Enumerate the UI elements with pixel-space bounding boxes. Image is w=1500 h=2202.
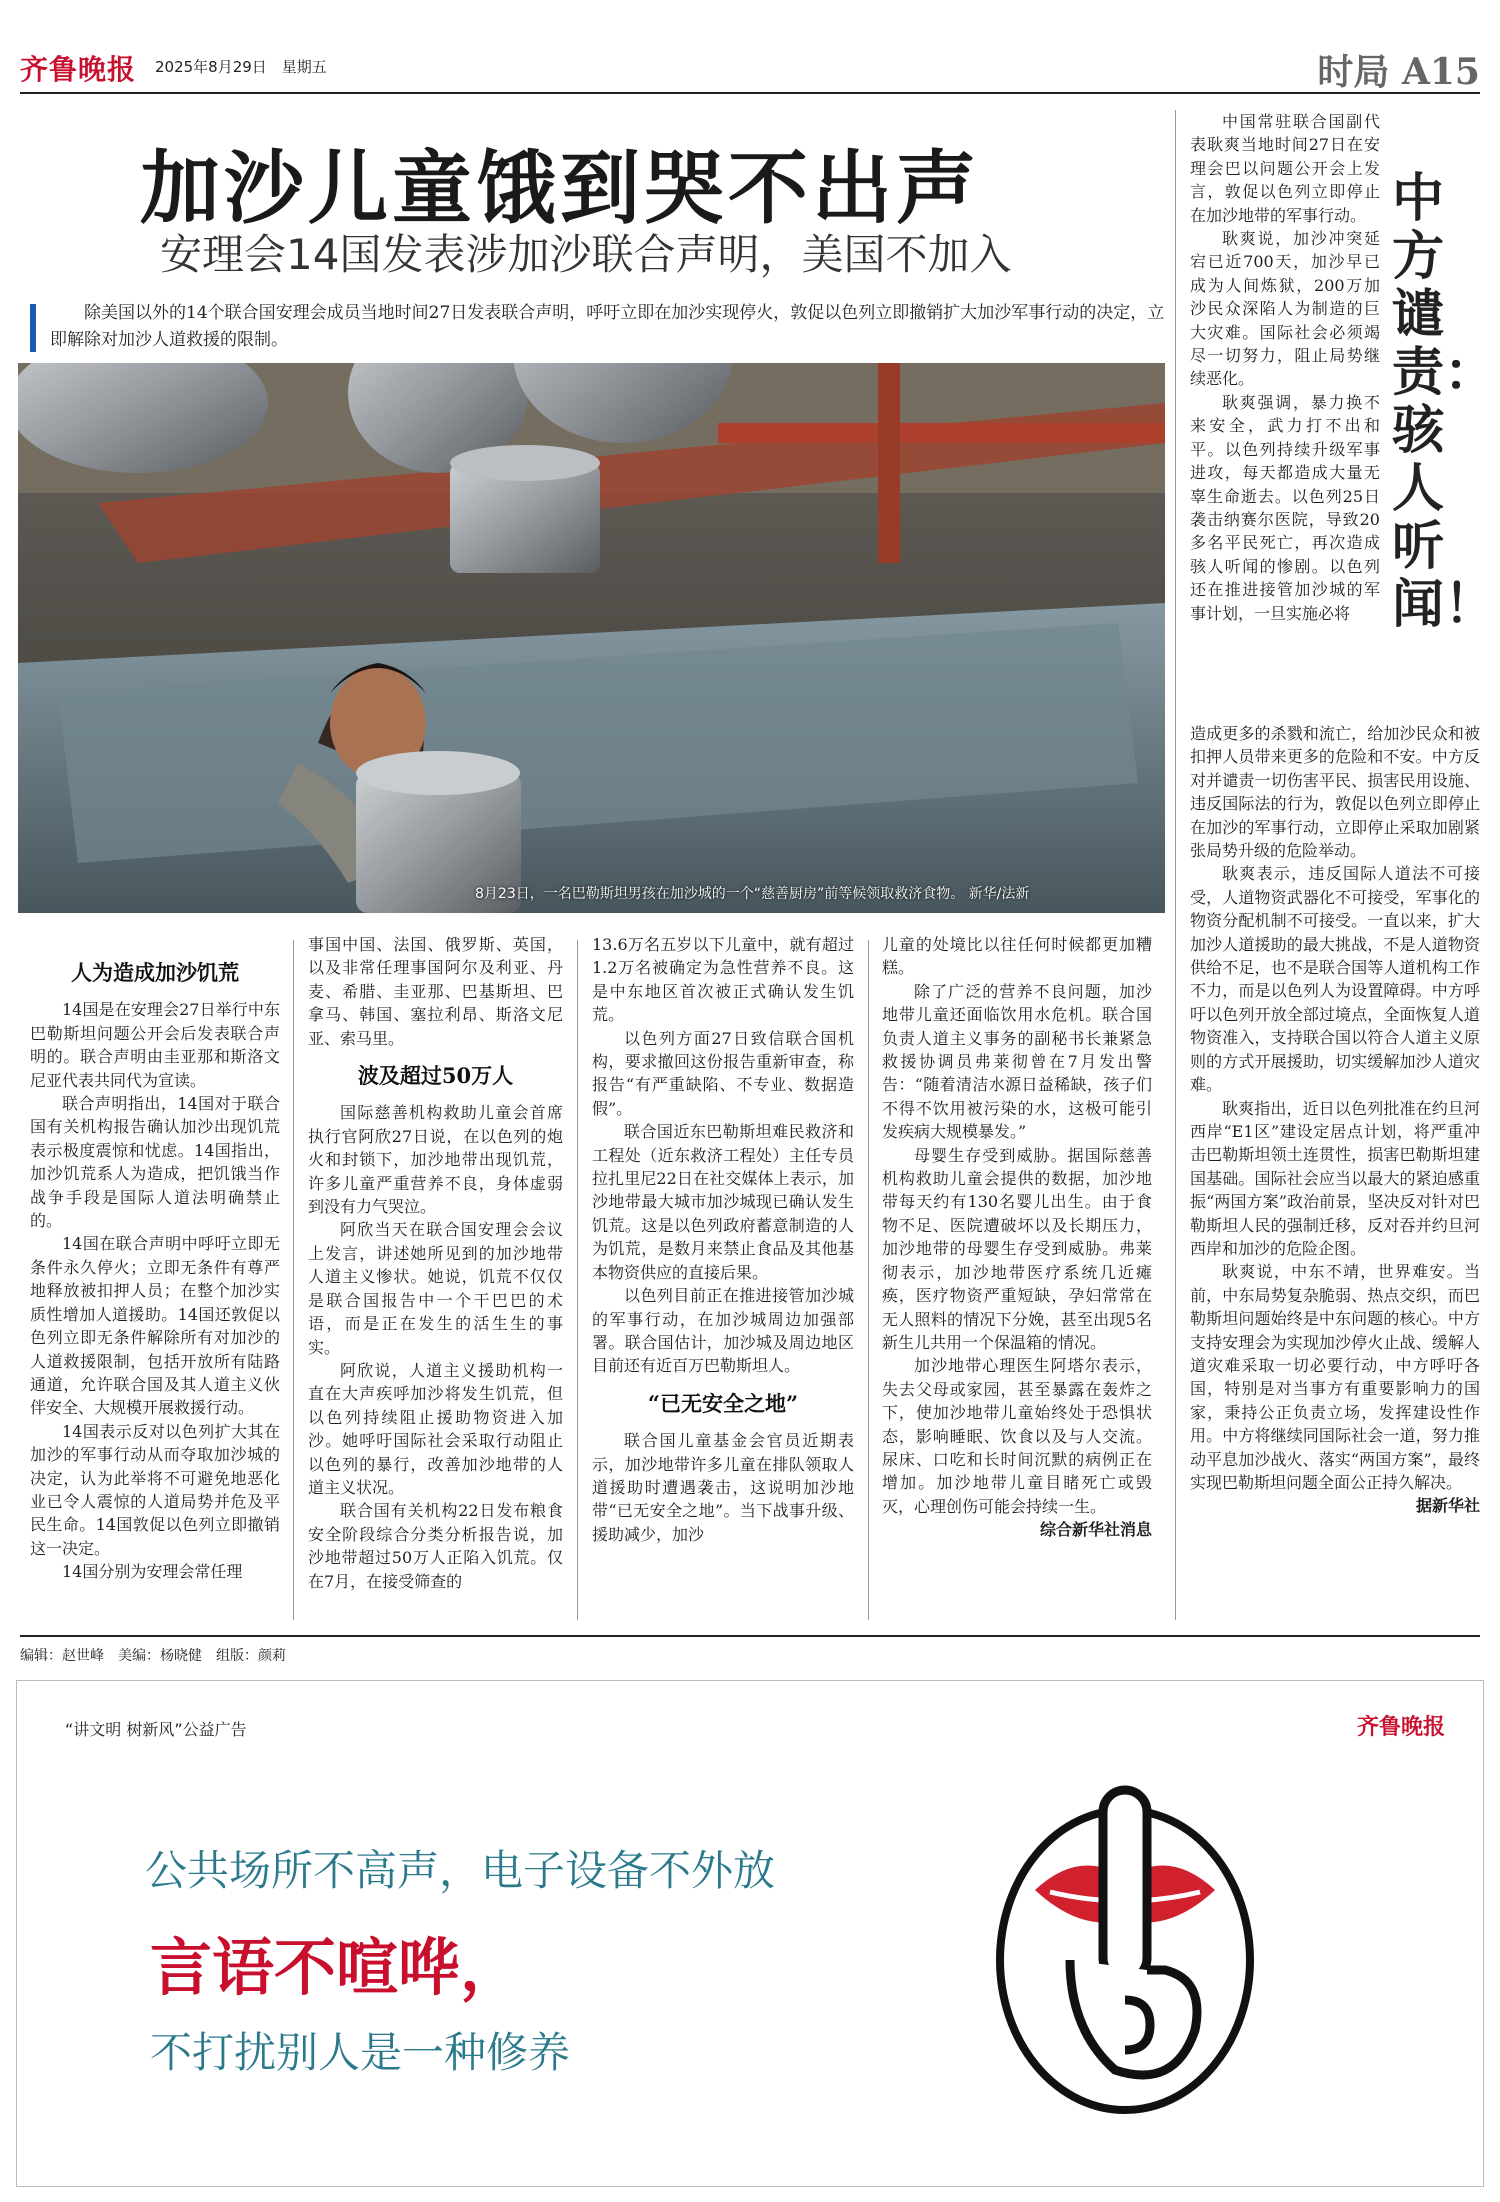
paragraph: 联合声明指出，14国对于联合国有关机构报告确认加沙出现饥荒表示极度震惊和忧虑。14国指出，加沙饥荒系人为造成，把饥饿当作战争手段是国际人道法明确禁止的。 bbox=[30, 1094, 280, 1231]
issue-date: 2025年8月29日 星期五 bbox=[155, 58, 327, 76]
article-column-2 bbox=[308, 933, 563, 1593]
photo-illustration bbox=[18, 363, 1165, 913]
lead-accent-bar bbox=[30, 304, 36, 352]
paragraph: 加沙地带心理医生阿塔尔表示，失去父母或家园，甚至暴露在轰炸之下，使加沙地带儿童始终处于恐惧状态，影响睡眠、饮食以及与人交流。尿床、口吃和长时间沉默的病例正在增加。加沙地带儿童目睹死亡或毁灭，心理创伤可能会持续一生。 bbox=[882, 1356, 1152, 1516]
article-source: 据新华社 bbox=[1415, 1496, 1480, 1516]
paragraph: 耿爽说，中东不靖，世界难安。当前，中东局势复杂脆弱、热点交织，而巴勒斯坦问题始终是中东问题的核心。中方支持安理会为实现加沙停火止战、缓解人道灾难采取一切必要行动，中方呼吁各国，特别是对当事方有重要影响力的国家，秉持公正负责立场，发挥建设性作用。中方将继续同国际社会一道，努力推动平息加沙战火、落实“两国方案”，最终实现巴勒斯坦问题全面公正持久解决。 bbox=[1190, 1262, 1480, 1492]
paragraph: 母婴生存受到威胁。据国际慈善机构救助儿童会提供的数据，加沙地带每天约有130名婴儿出生。由于食物不足、医院遭破坏以及长期压力，加沙地带的母婴生存受到威胁。弗莱彻表示，加沙地带医疗系统几近瘫痪，医疗物资严重短缺，孕妇常常在无人照料的情况下分娩，甚至出现5名新生儿共用一个保温箱的情况。 bbox=[882, 1145, 1152, 1352]
paragraph: 事国中国、法国、俄罗斯、英国，以及非常任理事国阿尔及利亚、丹麦、希腊、圭亚那、巴基斯坦、巴拿马、韩国、塞拉利昂、斯洛文尼亚、索马里。 bbox=[308, 935, 563, 1048]
section-page-label: 时局 A15 bbox=[1317, 51, 1480, 93]
side-headline: 中方谴责：骇人听闻！ bbox=[1392, 168, 1497, 635]
newspaper-logo: 齐鲁晚报 bbox=[20, 53, 137, 86]
paragraph: 耿爽强调，暴力换不来安全，武力打不出和平。以色列持续升级军事进攻，每天都造成大量无辜生命逝去。以色列25日袭击纳赛尔医院，导致20多名平民死亡，再次造成骇人听闻的惨剧。以色列还在推进接管加沙城的军事计划，一旦实施必将 bbox=[1190, 392, 1380, 623]
paragraph: 联合国近东巴勒斯坦难民救济和工程处（近东救济工程处）主任专员拉扎里尼22日在社交媒体上表示，加沙地带最大城市加沙城现已确认发生饥荒。这是以色列政府蓄意制造的人为饥荒，是数月来禁止食品及其他基本物资供应的直接后果。 bbox=[592, 1122, 854, 1282]
main-subhead: 安理会14国发表涉加沙联合声明，美国不加入 bbox=[160, 230, 1012, 279]
paragraph: 耿爽表示，违反国际人道法不可接受，人道物资武器化不可接受，军事化的物资分配机制不可接受。一直以来，扩大加沙人道援助的最大挑战，不是人道物资供给不足，也不是联合国等人道机构工作不力，而是以色列人为设置障碍。中方呼吁以色列开放全部过境点，全面恢复人道物资准入，支持联合国以符合人道主义原则的方式开展援助，切实缓解加沙人道灾难。 bbox=[1190, 864, 1480, 1095]
article-column-3 bbox=[592, 933, 854, 1546]
paragraph: 中国常驻联合国副代表耿爽当地时间27日在安理会巴以问题公开会上发言，敦促以色列立即停止在加沙地带的军事行动。 bbox=[1190, 112, 1380, 225]
paragraph: 联合国有关机构22日发布粮食安全阶段综合分类分析报告说，加沙地带超过50万人正陷入饥荒。仅在7月，在接受筛查的 bbox=[308, 1501, 563, 1591]
paragraph: 以色列方面27日致信联合国机构，要求撤回这份报告重新审查，称报告“有严重缺陷、不专业、数据造假”。 bbox=[592, 1028, 854, 1118]
paragraph: 阿欣当天在联合国安理会会议上发言，讲述她所见到的加沙地带人道主义惨状。她说，饥荒不仅仅是联合国报告中一个干巴巴的术语，而是正在发生的活生生的事实。 bbox=[308, 1220, 563, 1357]
paragraph: 14国是在安理会27日举行中东巴勒斯坦问题公开会后发表联合声明的。联合声明由圭亚那和斯洛文尼亚代表共同代为宣读。 bbox=[30, 1000, 280, 1090]
paragraph: 14国在联合声明中呼吁立即无条件永久停火；立即无条件有尊严地释放被扣押人员；在整个加沙实质性增加人道援助。14国还敦促以色列立即无条件解除所有对加沙的人道救援限制，包括开放所有陆路通道，允许联合国及其人道主义伙伴安全、大规模开展救援行动。 bbox=[30, 1234, 280, 1418]
paragraph: 阿欣说，人道主义援助机构一直在大声疾呼加沙将发生饥荒，但以色列持续阻止援助物资进入加沙。她呼吁国际社会采取行动阻止以色列的暴行，改善加沙地带的人道主义状况。 bbox=[308, 1360, 563, 1497]
paragraph: 以色列目前正在推进接管加沙城的军事行动，在加沙城周边加强部署。联合国估计，加沙城及周边地区目前还有近百万巴勒斯坦人。 bbox=[592, 1286, 854, 1376]
main-headline: 加沙儿童饿到哭不出声 bbox=[140, 141, 980, 235]
section-heading-2: 波及超过50万人 bbox=[357, 1063, 514, 1089]
ad-tag: “讲文明 树新风”公益广告 bbox=[65, 1720, 247, 1739]
paragraph: 除了广泛的营养不良问题，加沙地带儿童还面临饮用水危机。联合国负责人道主义事务的副秘书长兼紧急救援协调员弗莱彻曾在7月发出警告：“随着清洁水源日益稀缺，孩子们不得不饮用被污染的水，这极可能引发疾病大规模暴发。” bbox=[882, 981, 1152, 1142]
masthead-divider bbox=[20, 92, 1480, 94]
ad-slogan-line1: 公共场所不高声，电子设备不外放 bbox=[145, 1846, 776, 1895]
paragraph: 13.6万名五岁以下儿童中，就有超过1.2万名被确定为急性营养不良。这是中东地区首次被正式确认发生饥荒。 bbox=[592, 935, 854, 1025]
paragraph: 国际慈善机构救助儿童会首席执行官阿欣27日说，在以色列的炮火和封锁下，加沙地带出现饥荒，许多儿童严重营养不良，身体虚弱到没有力气哭泣。 bbox=[308, 1103, 563, 1217]
paragraph: 14国分别为安理会常任理 bbox=[62, 1562, 243, 1582]
section-heading-3: “已无安全之地” bbox=[647, 1390, 799, 1416]
column-divider bbox=[293, 940, 294, 1620]
article-column-4 bbox=[882, 933, 1152, 1542]
article-source: 综合新华社消息 bbox=[1039, 1520, 1152, 1540]
paragraph: 儿童的处境比以往任何时候都更加糟糕。 bbox=[882, 935, 1152, 978]
paragraph: 耿爽说，加沙冲突延宕已近700天，加沙早已成为人间炼狱，200万加沙民众深陷人为制造的巨大灾难。国际社会必须竭尽一切努力，阻止局势继续恶化。 bbox=[1190, 229, 1380, 389]
lead-paragraph: 除美国以外的14个联合国安理会成员当地时间27日发表联合声明，呼吁立即在加沙实现停火，敦促以色列立即撤销扩大加沙军事行动的决定，立即解除对加沙人道救援的限制。 bbox=[50, 303, 1165, 350]
column-divider bbox=[577, 940, 578, 1620]
paragraph: 耿爽指出，近日以色列批准在约旦河西岸“E1区”建设定居点计划，将严重冲击巴勒斯坦领土连贯性，损害巴勒斯坦建国基础。国际社会应当以最大的紧迫感重振“两国方案”政治前景，坚决反对针对巴勒斯坦人民的强制迁移，反对吞并约旦河西岸和加沙的危险企图。 bbox=[1190, 1098, 1480, 1258]
editor-credits: 编辑：赵世峰 美编：杨晓健 组版：颜莉 bbox=[20, 1648, 286, 1664]
ad-slogan-line3: 不打扰别人是一种修养 bbox=[150, 2028, 571, 2077]
side-column-bottom bbox=[1190, 722, 1480, 1518]
paragraph: 联合国儿童基金会官员近期表示，加沙地带许多儿童在排队领取人道援助时遭遇袭击，这说明加沙地带“已无安全之地”。当下战事升级、援助减少，加沙 bbox=[592, 1431, 854, 1544]
ad-newspaper-logo: 齐鲁晚报 bbox=[1356, 1714, 1445, 1740]
article-column-1 bbox=[30, 953, 280, 1584]
paragraph: 14国表示反对以色列扩大其在加沙的军事行动从而夺取加沙城的决定，认为此举将不可避免地恶化业已令人震惊的人道局势并危及平民生命。14国敦促以色列立即撤销这一决定。 bbox=[30, 1421, 280, 1558]
footer-divider bbox=[20, 1635, 1480, 1637]
shush-finger-lips-icon bbox=[975, 1770, 1275, 2150]
paragraph: 造成更多的杀戮和流亡，给加沙民众和被扣押人员带来更多的危险和不安。中方反对并谴责一切伤害平民、损害民用设施、违反国际法的行为，敦促以色列立即停止在加沙的军事行动，立即停止采取加剧紧张局势升级的危险举动。 bbox=[1190, 724, 1480, 861]
news-photo bbox=[18, 363, 1165, 913]
column-divider bbox=[868, 940, 869, 1620]
ad-slogan-line2: 言语不喧哗， bbox=[150, 1931, 523, 2004]
section-heading-1: 人为造成加沙饥荒 bbox=[71, 960, 239, 985]
column-divider bbox=[1175, 110, 1176, 1620]
side-column-top bbox=[1190, 110, 1380, 625]
photo-caption: 8月23日，一名巴勒斯坦男孩在加沙城的一个“慈善厨房”前等候领取救济食物。 新华/法新 bbox=[475, 886, 1030, 902]
